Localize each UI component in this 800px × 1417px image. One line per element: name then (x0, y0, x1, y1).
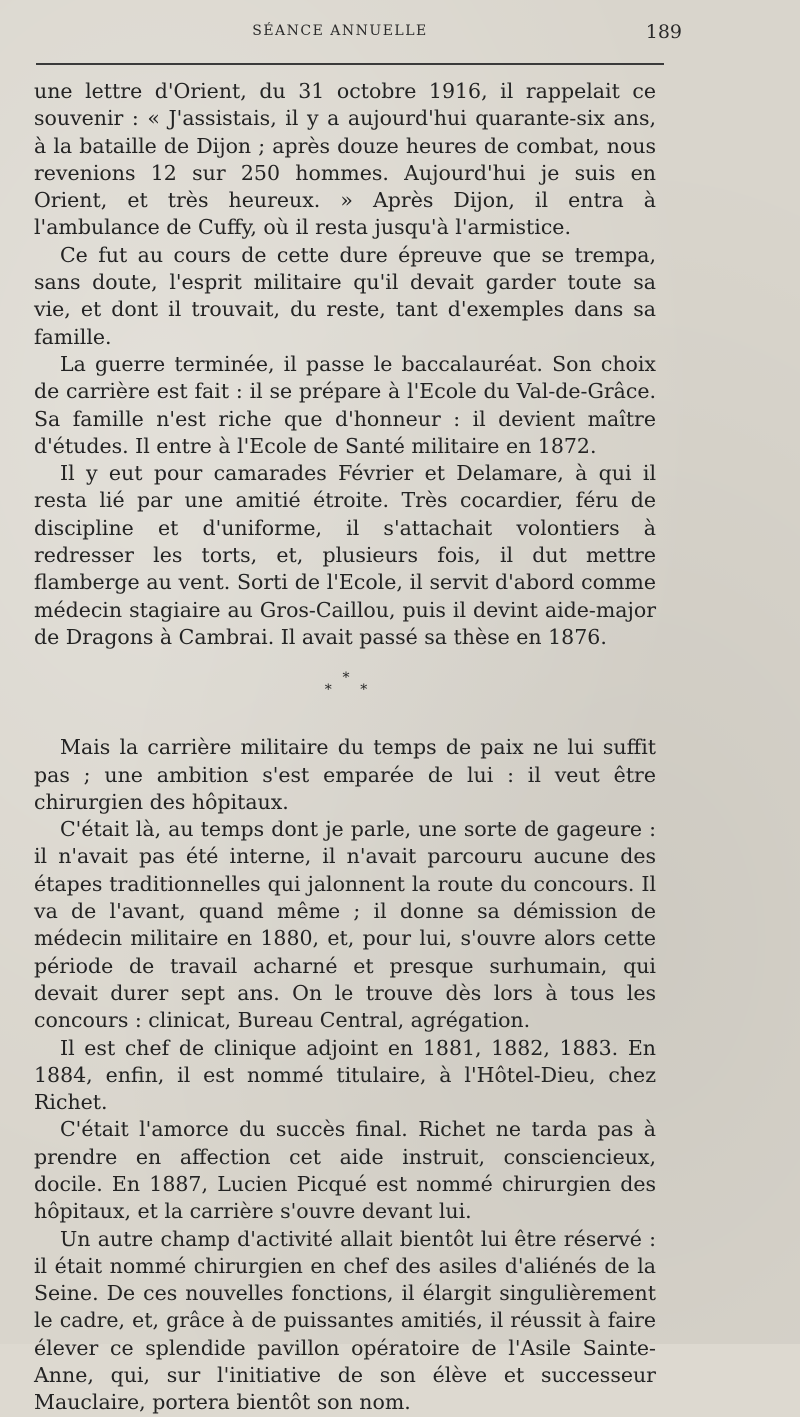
paragraph: une lettre d'Orient, du 31 octobre 1916, il rappelait ce souvenir : « J'assistais, il y a aujourd'hui quarante-six ans, à la bataille de Dijon ; après douze heures de combat, nous revenions 12 sur 250 hommes. Aujourd'hui je suis en Orient, et très heureux. » Après Dijon, il entra à l'ambulance de Cuffy, où il resta jusqu'à l'armistice. (34, 79, 656, 240)
separator-stars-bottom: * * (324, 682, 380, 699)
paragraph: C'était l'amorce du succès final. Richet ne tarda pas à prendre en affection cet aide instruit, consciencieux, docile. En 1887, Lucien Picqué est nommé chirurgien des hôpitaux, et la carrière s'ouvre devant lui. (34, 1117, 656, 1224)
paragraph: Mais la carrière militaire du temps de paix ne lui suffit pas ; une ambition s'est emparée de lui : il veut être chirurgien des hôpitaux. (34, 735, 656, 814)
paragraph: Ce fut au cours de cette dure épreuve que se trempa, sans doute, l'esprit militaire qu'il devait garder toute sa vie, et dont il trouvait, du reste, tant d'exemples dans sa famille. (34, 242, 656, 349)
separator-star-top: * (342, 670, 350, 687)
section-separator (34, 651, 656, 734)
paragraph: Il y eut pour camarades Février et Delamare, à qui il resta lié par une amitié étroite. Très cocardier, féru de discipline et d'uniforme, il s'attachait volontiers à redresser les torts, et, plusieurs fois, il dut mettre flamberge au vent. Sorti de l'Ecole, il servit d'abord comme médecin stagiaire au Gros-Caillou, puis il devint aide-major de Dragons à Cambrai. Il avait passé sa thèse en 1876. (34, 461, 656, 649)
page-number: 189 (645, 21, 682, 43)
paragraph: Un autre champ d'activité allait bientôt lui être réservé : il était nommé chirurgien en chef des asiles d'aliénés de la Seine. De ces nouvelles fonctions, il élargit singulièrement le cadre, et, grâce à de puissantes amitiés, il réussit à faire élever ce splendide pavillon opératoire de l'Asile Sainte-Anne, qui, sur l'initiative de son élève et successeur Mauclaire, portera bientôt son nom. (34, 1226, 656, 1415)
paragraph: Il est chef de clinique adjoint en 1881, 1882, 1883. En 1884, enfin, il est nommé titulaire, à l'Hôtel-Dieu, chez Richet. (34, 1035, 656, 1115)
paragraph: La guerre terminée, il passe le baccalauréat. Son choix de carrière est fait : il se prépare à l'Ecole du Val-de-Grâce. Sa famille n'est riche que d'honneur : il devient maître d'études. Il entre à l'Ecole de Santé militaire en 1872. (34, 351, 656, 458)
running-head (0, 19, 800, 45)
body-text (34, 78, 656, 1417)
paragraph: C'était là, au temps dont je parle, une sorte de gageure : il n'avait pas été interne, il n'avait parcouru aucune des étapes traditionnelles qui jalonnent la route du concours. Il va de l'avant, quand même ; il donne sa démission de médecin militaire en 1880, et, pour lui, s'ouvre alors cette période de travail acharné et presque surhumain, qui devait durer sept ans. On le trouve dès lors à tous les concours : clinicat, Bureau Central, agrégation. (34, 817, 656, 1033)
running-title: SÉANCE ANNUELLE (252, 23, 428, 39)
header-rule (36, 63, 664, 65)
